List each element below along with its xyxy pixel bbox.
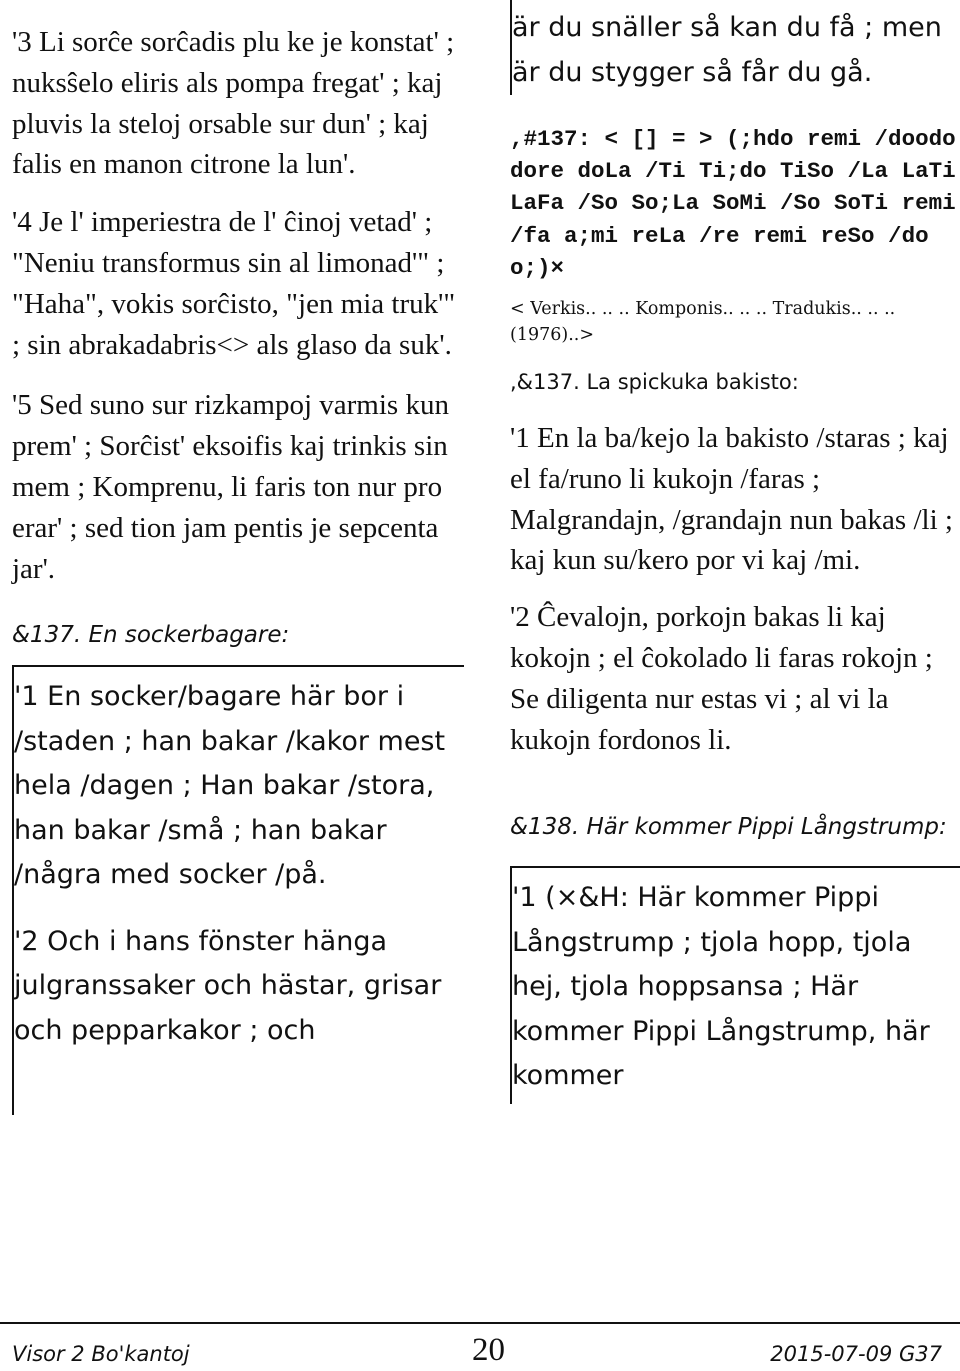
left-column	[12, 0, 464, 1115]
song-138-heading: &138. Här kommer Pippi Långstrump:	[510, 814, 947, 841]
song-138-verse-1: '1 (×&H: Här kommer Pippi Långstrump ; tjola hopp, tjola hej, tjola hoppsansa ; Här kommer Pippi Långstrump, här kommer	[512, 882, 930, 1092]
page-footer	[0, 1322, 960, 1371]
esperanto-verse-2: '2 Ĉevalojn, porkojn bakas li kaj kokojn ; el ĉokolado li faras rokojn ; Se diligenta nur estas vi ; al vi la kukojn fordonos li.	[510, 601, 933, 756]
verse-4: '4 Je l' imperiestra de l' ĉinoj vetad' ; "Neniu transformus sin al limonad'" ; "Haha", vokis sorĉisto, "jen mia truk'" ; sin abrakadabris<> als glaso da suk'.	[12, 206, 456, 361]
song-137-box	[12, 665, 464, 1115]
song-137-continuation-box	[510, 0, 960, 95]
verse-3: '3 Li sorĉe sorĉadis plu ke je konstat' ; nuksŝelo eliris als pompa fregat' ; kaj pluvis la steloj orsable sur dun' ; kaj falis en manon citrone la lun'.	[12, 26, 455, 181]
esperanto-verse-1: '1 En la ba/kejo la bakisto /staras ; kaj el fa/runo li kukojn /faras ; Malgrandajn, /grandajn nun bakas /li ; kaj kun su/kero por vi kaj /mi.	[510, 422, 953, 577]
page-number: 20	[472, 1332, 505, 1368]
credits-line: < Verkis.. .. .. Komponis.. .. .. Tradukis.. .. .. (1976)..>	[510, 299, 896, 346]
footer-title: Visor 2 Bo'kantoj	[12, 1342, 190, 1366]
song-137-heading: &137. En sockerbagare:	[12, 622, 290, 649]
song-138-box	[510, 866, 960, 1104]
melody-notation: ,#137: < [] = > (;hdo remi /doodo dore doLa /Ti Ti;do TiSo /La LaTi LaFa /So So;La SoMi /So SoTi remi /fa a;mi reLa /re remi reSo /do o;)×	[510, 126, 956, 281]
song-137-continuation: är du snäller så kan du få ; men är du stygger så får du gå.	[512, 12, 942, 88]
song-137-verse-2: '2 Och i hans fönster hänga julgranssaker och hästar, grisar och pepparkakor ; och	[14, 925, 442, 1046]
right-column	[510, 0, 960, 1104]
verse-5: '5 Sed suno sur rizkampoj varmis kun prem' ; Sorĉist' eksoifis kaj trinkis sin mem ; Komprenu, li faris ton nur pro erar' ; sed tion jam pentis je sepcenta jar'.	[12, 389, 449, 585]
song-137-verse-1: '1 En socker/bagare här bor i /staden ; han bakar /kakor mest hela /dagen ; Han bakar /stora, han bakar /små ; han bakar /några med socker /på.	[14, 681, 446, 891]
footer-date: 2015-07-09 G37	[770, 1342, 942, 1366]
esperanto-heading: ,&137. La spickuka bakisto:	[510, 370, 799, 395]
